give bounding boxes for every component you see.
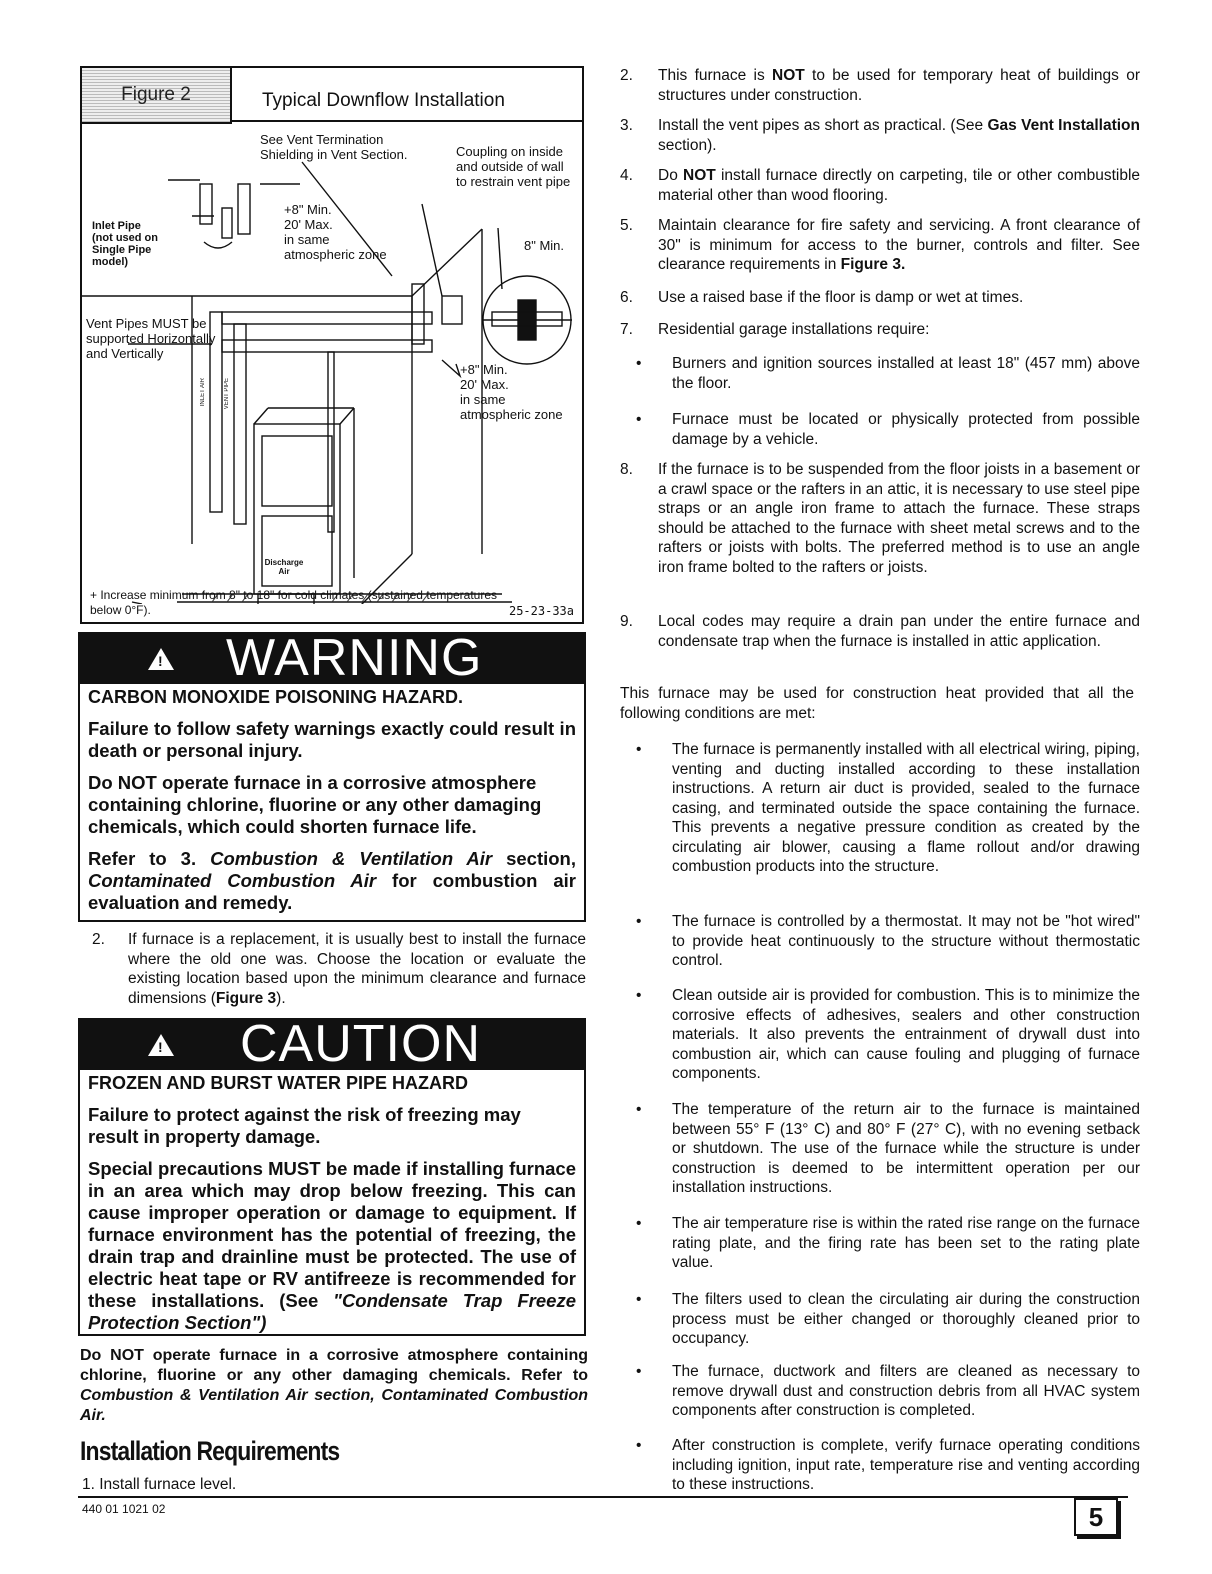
garage-bullet-2: • Furnace must be located or physically protected from possible damage by a vehicle. <box>636 411 1140 448</box>
figure-code: 25-23-33a <box>508 604 574 618</box>
label-coupling: Coupling on inside and outside of wall to restrain vent pipe <box>456 144 571 189</box>
warning-box <box>78 629 586 922</box>
caution-word: CAUTION <box>240 1015 481 1073</box>
label-discharge-air: Discharge Air <box>264 558 304 576</box>
figure-header-rule <box>230 120 582 122</box>
figure-tag: Figure 2 <box>82 68 232 124</box>
section-title: Installation Requirements <box>80 1436 340 1466</box>
label-inlet-pipe: Inlet Pipe (not used on Single Pipe model) <box>92 220 158 268</box>
doc-number: 440 01 1021 02 <box>82 1502 166 1516</box>
right-list-item-8: 8. If the furnace is to be suspended from the floor joists in a basement or a crawl space or the rafters in an attic, it is necessary to use steel pipe straps or an angle iron frame to attach the furnace. These straps should be attached to the furnace with sheet metal screws and to the rafters or joists with bolts. The preferred method is to use an angle iron frame bolted to the rafters or joists. <box>620 461 1140 576</box>
right-list-item-9: 9. Local codes may require a drain pan under the entire furnace and condensate trap when the furnace is installed in attic application. <box>620 613 1140 650</box>
warning-triangle-icon: ! <box>148 648 174 670</box>
warning-p2: Do NOT operate furnace in a corrosive atmosphere containing chlorine, fluorine or any other damaging chemicals, which could shorten furnace life. <box>88 772 542 837</box>
construction-bullet-4: • The temperature of the return air to the furnace is maintained between 55° F (13° C) and 80° F (27° C), with no evening setback or shutdown. The use of the furnace while the structure is under construction is deemed to be intermittent operation per our installation instructions. <box>636 1101 1140 1196</box>
construction-bullet-7: • The furnace, ductwork and filters are cleaned as necessary to remove drywall dust and construction debris from all HVAC system components after construction is completed. <box>636 1363 1140 1419</box>
construction-bullet-5: • The air temperature rise is within the rated rise range on the furnace rating plate, and the firing rate has been set to the rating plate value. <box>636 1215 1140 1271</box>
caution-banner <box>80 1015 584 1073</box>
caution-triangle-icon: ! <box>148 1034 174 1056</box>
label-vent-pipe: VENT PIPE <box>224 378 230 410</box>
left-list-item-2: 2. If furnace is a replacement, it is usually best to install the furnace where the old one was. Choose the location or evaluate the existing location based upon the minimum clearance and furnace dimensions (Figure 3). <box>92 931 586 1007</box>
construction-intro: This furnace may be used for construction heat provided that all the following conditions are met: <box>620 685 1134 722</box>
footer-rule <box>78 1496 1128 1498</box>
label-vent-pipes-support: Vent Pipes MUST be supported Horizontally and Vertically <box>86 316 216 361</box>
left-list-item-1: 1. Install furnace level. <box>82 1476 237 1493</box>
right-list-item-3: 3. Install the vent pipes as short as practical. (See Gas Vent Installation section). <box>620 117 1140 154</box>
caution-heading: FROZEN AND BURST WATER PIPE HAZARD <box>88 1073 468 1093</box>
label-inlet-air: INLET AIR <box>200 378 206 407</box>
right-list-item-2: 2. This furnace is NOT to be used for temporary heat of buildings or structures under construction. <box>620 67 1140 104</box>
caution-p1: Failure to protect against the risk of freezing may result in property damage. <box>88 1104 521 1147</box>
construction-bullet-8: • After construction is complete, verify furnace operating conditions including ignition, input rate, temperature rise and venting according to these instructions. <box>636 1437 1140 1493</box>
right-list-item-4: 4. Do NOT install furnace directly on carpeting, tile or other combustible material other than wood flooring. <box>620 167 1141 204</box>
right-list-item-5: 5. Maintain clearance for fire safety and servicing. A front clearance of 30" is minimum for access to the burner, controls and filter. See clearance requirements in Figure 3. <box>620 217 1140 273</box>
warning-p1: Failure to follow safety warnings exactly could result in death or personal injury. <box>88 718 576 761</box>
construction-bullet-1: • The furnace is permanently installed with all electrical wiring, piping, venting and ducting installed according to these installation instructions. A return air duct is provided, sealed to the furnace casing, and terminated outside the space containing the furnace. This prevents a negative pressure condition as created by the circulating air blower, causing a flame rollout and/or drawing combustion products into the structure. <box>636 741 1140 875</box>
right-list-item-7: 7. Residential garage installations require: <box>620 321 930 338</box>
construction-bullet-2: • The furnace is controlled by a thermostat. It may not be "hot wired" to provide heat continuously to the structure without thermostatic control. <box>636 913 1140 969</box>
warning-banner <box>80 629 584 687</box>
label-see-vent: See Vent Termination Shielding in Vent Section. <box>260 132 408 162</box>
figure-footnote: + Increase minimum from 8" to 18" for cold climates (sustained temperatures below 0°F). <box>90 588 498 617</box>
figure-2 <box>80 66 584 624</box>
caution-box <box>78 1015 586 1336</box>
right-list-item-6: 6. Use a raised base if the floor is damp or wet at times. <box>620 289 1024 306</box>
label-8in-min-right: 8" Min. <box>524 238 565 253</box>
warning-heading: CARBON MONOXIDE POISONING HAZARD. <box>88 687 464 707</box>
caution-p2: Special precautions MUST be made if installing furnace in an area which may drop below freezing. This can cause improper operation or damage to equipment. If furnace environment has the potential of freezing, the drain trap and drainline must be protected. The use of electric heat tape or RV antifreeze is recommended for these installations. (See "Condensate Trap Freeze Protection Section") <box>88 1158 576 1333</box>
figure-title: Typical Downflow Installation <box>262 90 505 111</box>
construction-bullet-6: • The filters used to clean the circulating air during the construction process must be either changed or thoroughly cleaned prior to occupancy. <box>636 1291 1140 1347</box>
corrosive-notice: Do NOT operate furnace in a corrosive atmosphere containing chlorine, fluorine or any other damaging chemicals. Refer to Combustion & Ventilation Air section, Contaminated Combustion Air. <box>80 1347 588 1424</box>
label-clearance-top: +8" Min. 20' Max. in same atmospheric zone <box>284 202 387 262</box>
garage-bullet-1: • Burners and ignition sources installed at least 18" (457 mm) above the floor. <box>636 355 1140 392</box>
label-clearance-low: +8" Min. 20' Max. in same atmospheric zone <box>460 362 563 422</box>
warning-word: WARNING <box>226 629 483 687</box>
page-number: 5 <box>1074 1498 1118 1536</box>
construction-bullet-3: • Clean outside air is provided for combustion. This is to minimize the corrosive effects of adhesives, sealers and other construction materials. It also prevents the entrainment of drywall dust into combustion air, which can cause fouling and plugging of furnace components. <box>636 987 1140 1082</box>
warning-p3: Refer to 3. Combustion & Ventilation Air section, Contaminated Combustion Air for combustion air evaluation and remedy. <box>88 848 576 913</box>
